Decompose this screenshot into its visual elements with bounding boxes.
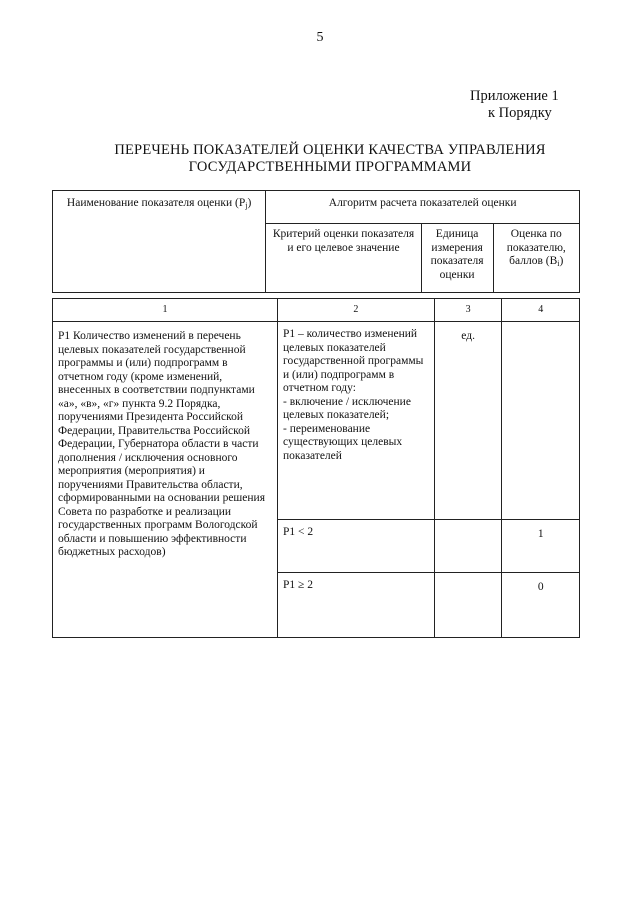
header-criterion: Критерий оценки показателя и его целевое значение — [266, 224, 421, 293]
document-title-line-2: ГОСУДАРСТВЕННЫМИ ПРОГРАММАМИ — [188, 159, 472, 175]
column-number-row — [53, 299, 580, 322]
empty-cell — [502, 322, 580, 520]
criterion-item: - переименование существующих целевых показателей — [283, 422, 403, 462]
column-number: 3 — [434, 299, 502, 322]
header-indicator-name: Наименование показателя оценки $(P_j)$ — [53, 191, 266, 293]
indicator-description: Р1 Количество изменений в перечень целевых показателей государственной программы и (или) подпрограмм в отчетном году (кроме изменений, внесенных в соответствии подпунктами «а», «в», «г» пункта 9.2 Порядка, поручениями Президента Российской Федерации, Правительства Российской Федерации, Губернатора области в части дополнения / исключения основного мероприятия (мероприятия) и поручениями Правительства области, сформированными на основании решения Совета по разработке и реализации государственных программ Вологодской области и повышению эффективности бюджетных расходов) — [53, 322, 278, 638]
criterion-item: - включение / исключение целевых показателей; — [283, 395, 411, 421]
document-title — [60, 142, 600, 176]
header-table — [52, 190, 580, 293]
criterion-lead: Р1 – количество изменений целевых показателей государственной программы и (или) подпрограмм в отчетном году: — [283, 328, 424, 394]
table-row — [53, 322, 580, 520]
column-number: 2 — [278, 299, 435, 322]
score-value: 1 — [502, 520, 580, 573]
subscript-j: j — [245, 201, 248, 210]
criterion-condition: Р1 < 2 — [278, 520, 435, 573]
score-value: 0 — [502, 573, 580, 638]
header-algorithm: Алгоритм расчета показателей оценки — [266, 191, 580, 224]
subscript-i: i — [557, 259, 560, 268]
header-unit: Единица измерения показателя оценки — [421, 224, 493, 293]
appendix-reference — [470, 88, 620, 122]
page-number: 5 — [316, 30, 324, 45]
column-number: 1 — [53, 299, 278, 322]
appendix-line-1: Приложение 1 — [470, 88, 559, 104]
header-score: Оценка по показателю, баллов $(B_i)$ — [493, 224, 579, 293]
empty-cell — [434, 520, 502, 573]
document-title-line-1: ПЕРЕЧЕНЬ ПОКАЗАТЕЛЕЙ ОЦЕНКИ КАЧЕСТВА УПРАВЛЕНИЯ — [114, 142, 546, 158]
column-number: 4 — [502, 299, 580, 322]
indicators-table — [52, 298, 580, 638]
appendix-line-2: к Порядку — [488, 105, 552, 121]
empty-cell — [434, 573, 502, 638]
criterion-definition — [278, 322, 435, 520]
unit-value: ед. — [434, 322, 502, 520]
criterion-condition: Р1 ≥ 2 — [278, 573, 435, 638]
